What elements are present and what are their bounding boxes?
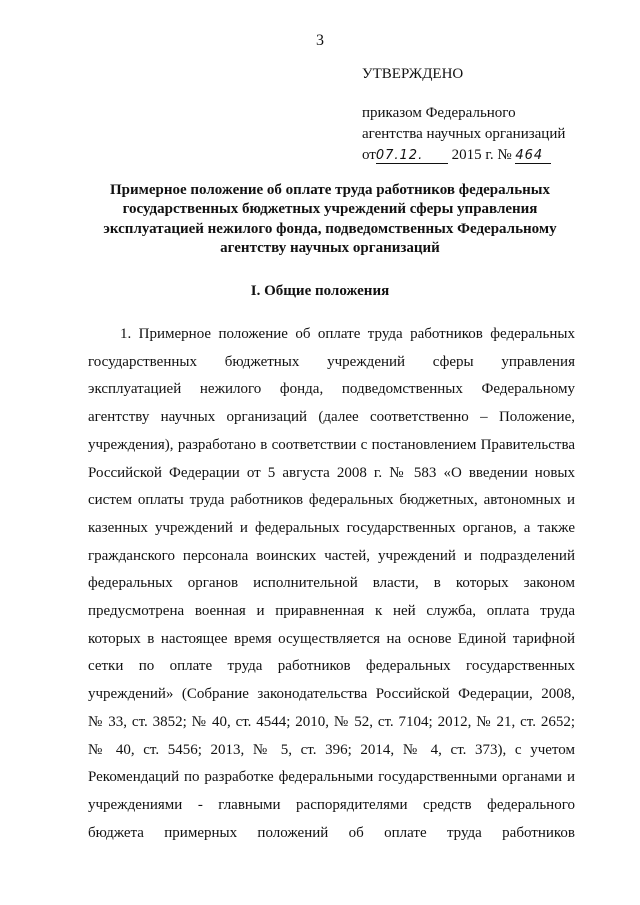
approval-order-lines <box>362 103 565 166</box>
handwritten-order-number: 464 <box>515 149 551 164</box>
date-prefix: от <box>362 147 376 163</box>
paragraph-line: № 40, ст. 5456; 2013, № 5, ст. 396; 2014, № 4, ст. 373), с учетом <box>88 741 575 758</box>
paragraph-line: агентству научных организаций (далее соответственно – Положение, <box>88 409 575 426</box>
paragraph-1 <box>88 321 575 847</box>
title-line: агентству научных организаций <box>220 239 440 256</box>
paragraph-line: Российской Федерации от 5 августа 2008 г. № 583 «О введении новых <box>88 464 575 481</box>
handwritten-date: 07.12. <box>376 149 448 164</box>
title-line: эксплуатацией нежилого фонда, подведомственных Федеральному <box>103 220 557 237</box>
paragraph-line: учреждения), разработано в соответствии с постановлением Правительства <box>88 436 575 453</box>
section-heading: I. Общие положения <box>250 283 390 299</box>
title-line: Примерное положение об оплате труда работников федеральных <box>109 182 550 198</box>
paragraph-line: бюджета примерных положений об оплате труда работников <box>88 824 575 841</box>
paragraph-line: государственных бюджетных учреждений сферы управления <box>88 353 575 370</box>
paragraph-line: предусмотрена военная и приравненная к ней служба, оплата труда <box>88 603 575 620</box>
paragraph-line: гражданского персонала воинских частей, учреждений и подразделений <box>88 547 575 564</box>
paragraph-line: учреждениями - главными распорядителями средств федерального <box>88 796 575 813</box>
paragraph-line: 1. Примерное положение об оплате труда работников федеральных <box>120 326 575 342</box>
approval-line-1: приказом Федерального <box>362 105 516 121</box>
paragraph-line: учреждений» (Собрание законодательства Российской Федерации, 2008, <box>88 686 575 703</box>
paragraph-line: казенных учреждений и федеральных государственных органов, а также <box>88 519 575 536</box>
paragraph-line: федеральных органов исполнительной власти, в которых законом <box>88 575 575 592</box>
paragraph-line: Рекомендаций по разработке федеральными государственными органами и <box>88 769 575 786</box>
paragraph-line: которых в настоящее время осуществляется на основе Единой тарифной <box>88 630 575 647</box>
approval-block <box>362 63 565 166</box>
year-text: 2015 г. № <box>451 147 512 163</box>
approval-date-line <box>362 145 565 166</box>
title-line: государственных бюджетных учреждений сферы управления <box>122 201 538 218</box>
paragraph-line: № 33, ст. 3852; № 40, ст. 4544; 2010, № 52, ст. 7104; 2012, № 21, ст. 2652; <box>88 713 575 730</box>
approval-line-2: агентства научных организаций <box>362 126 566 142</box>
paragraph-line: эксплуатацией нежилого фонда, подведомственных Федеральному <box>88 381 575 398</box>
document-title <box>100 181 560 258</box>
approval-title: УТВЕРЖДЕНО <box>362 66 464 82</box>
paragraph-line: систем оплаты труда работников федеральных бюджетных, автономных и <box>88 492 575 509</box>
paragraph-line: сетки по оплате труда работников федеральных государственных <box>88 658 575 675</box>
page-number: 3 <box>316 32 324 49</box>
